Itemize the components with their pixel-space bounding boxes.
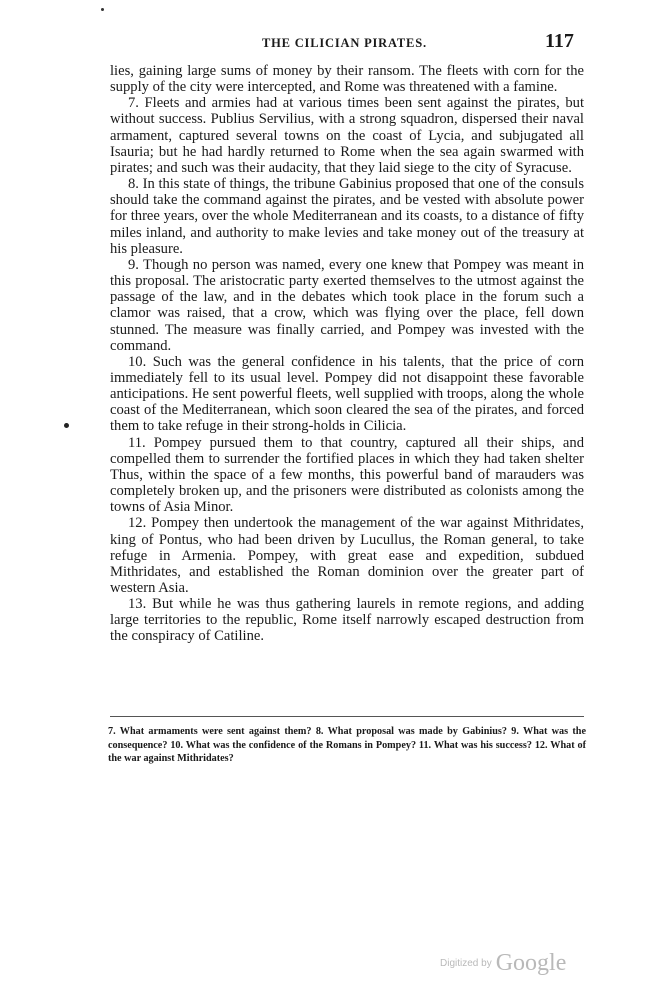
paragraph-11: 11. Pompey pursued them to that country, captured all their ships, and compelled them to surrender the fortified places in which they had taken shelter Thus, within the space of a few months, this powerful band of marauders was completely broken up, and the prisoners were distributed as colonists among the towns of Asia Minor. <box>110 434 584 516</box>
paragraph-continued: lies, gaining large sums of money by their ransom. The fleets with corn for the supply of the city were intercepted, and Rome was threatened with a famine. <box>110 63 584 96</box>
footnote-divider <box>110 716 584 717</box>
running-head: THE CILICIAN PIRATES. <box>262 36 427 50</box>
paragraph-9: 9. Though no person was named, every one knew that Pompey was meant in this proposal. The aristocratic party exerted themselves to the utmost against the passage of the law, and in the debates which took place in the forum such a clamor was raised, that a crow, which was flying over the place, fell down stunned. The measure was finally carried, and Pompey was invested with the command. <box>110 256 584 354</box>
study-questions: 7. What armaments were sent against them? 8. What proposal was made by Gabinius? 9. What was the consequence? 10. What was the confidence of the Romans in Pompey? 11. What was his success? 12. What of the war against Mithridates? <box>108 726 586 764</box>
margin-mark <box>64 423 69 428</box>
google-logo: Google <box>495 950 567 976</box>
watermark-prefix: Digitized by <box>440 958 492 969</box>
paragraph-8: 8. In this state of things, the tribune Gabinius proposed that one of the consuls should take the command against the pirates, and be vested with absolute power for three years, over the whole Mediterranean and its coasts, to a distance of fifty miles inland, and authority to make levies and take money out of the treasury at his pleasure. <box>110 176 584 257</box>
paragraph-12: 12. Pompey then undertook the management of the war against Mithridates, king of Pontus, who had been driven by Lucullus, the Roman general, to take refuge in Armenia. Pompey, with great ease and expedition, subdued Mithridates, and established the Roman dominion over the greater part of western Asia. <box>110 515 584 596</box>
page-number: 117 <box>545 30 574 52</box>
body-text <box>110 63 584 645</box>
paragraph-7: 7. Fleets and armies had at various times been sent against the pirates, but without success. Publius Servilius, with a strong squadron, dispersed their naval armament, captured several towns on the coast of Lycia, and subjugated all Isauria; but he had hardly returned to Rome when the sea again swarmed with pirates; and such was their audacity, that they laid siege to the city of Syracuse. <box>110 95 584 176</box>
paragraph-10: 10. Such was the general confidence in his talents, that the price of corn immediately fell to its usual level. Pompey did not disappoint these favorable anticipations. He sent powerful fleets, well supplied with troops, along the whole coast of the Mediterranean, which soon cleared the sea of the pirates, and forced them to take refuge in their strong-holds in Cilicia. <box>110 353 584 435</box>
paragraph-13: 13. But while he was thus gathering laurels in remote regions, and adding large territories to the republic, Rome itself narrowly escaped destruction from the conspiracy of Catiline. <box>110 596 584 645</box>
ink-speck <box>101 8 104 11</box>
digitization-watermark <box>440 950 566 977</box>
